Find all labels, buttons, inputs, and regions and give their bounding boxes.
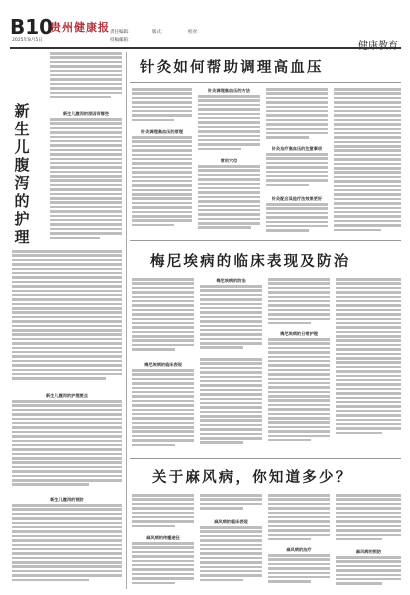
acupuncture-subhead-5: 针灸配合其他疗法效果更好 <box>271 196 323 201</box>
meniere-subhead-1: 梅尼埃病的临床表现 <box>144 362 182 367</box>
meniere-col2-body-b <box>200 358 262 454</box>
meniere-col2-body-a <box>200 285 262 355</box>
newborn-body-4 <box>12 504 122 589</box>
header-rule <box>10 47 401 49</box>
proofreader-label: 校对： <box>188 30 202 35</box>
acupuncture-col1-body <box>132 136 192 236</box>
section-rule-2 <box>130 458 401 459</box>
issue-date: 2025年8月5日 <box>12 38 43 43</box>
leprosy-col3-body-b <box>268 554 330 589</box>
meniere-col3-body-a <box>268 278 330 328</box>
newborn-body-3 <box>12 400 122 495</box>
newborn-body-2 <box>12 250 122 390</box>
acupuncture-subhead-1: 针灸调理高血压的原理 <box>141 129 183 134</box>
acupuncture-col3-body-c <box>266 203 328 235</box>
acupuncture-subhead-4: 针灸治疗高血压的注意事项 <box>271 146 323 151</box>
leprosy-col1-body-b <box>132 542 194 589</box>
acupuncture-subhead-2: 针灸调理高血压的方法 <box>208 88 250 93</box>
acupuncture-intro <box>132 88 192 126</box>
section-rule-1 <box>130 240 401 241</box>
meniere-subhead-2: 梅尼埃病的防治 <box>216 278 246 283</box>
leprosy-col4-body-b <box>336 556 401 589</box>
acupuncture-col3-body-a <box>266 88 328 143</box>
newborn-article-title: 新生儿腹泻的护理 <box>14 102 30 246</box>
leprosy-subhead-3: 麻风病的治疗 <box>286 547 312 552</box>
newborn-body-1 <box>50 118 122 248</box>
editor-label: 责任编辑： <box>110 30 133 35</box>
acupuncture-title-rule <box>130 82 401 83</box>
page-number: B10 <box>10 15 54 39</box>
leprosy-col4-body-a <box>336 494 401 546</box>
leprosy-article-title: 关于麻风病，你知道多少？ <box>152 469 353 486</box>
section-name <box>358 37 398 52</box>
newborn-intro-text <box>50 52 122 107</box>
meniere-col1-body-a <box>132 278 194 358</box>
acupuncture-col2-body-b <box>198 165 260 235</box>
column-divider <box>126 52 127 589</box>
designer-label: 版式： <box>152 30 166 35</box>
meniere-subhead-3: 梅尼埃病的日常护理 <box>280 331 318 336</box>
meniere-col3-body-b <box>268 338 330 454</box>
acupuncture-article-title: 针灸如何帮助调理高血压 <box>140 59 324 76</box>
leprosy-col2-body-b <box>200 526 262 589</box>
meniere-article-title: 梅尼埃病的临床表现及防治 <box>150 253 351 270</box>
meniere-col1-body-b <box>132 369 194 454</box>
acupuncture-col2-body-a <box>198 95 260 155</box>
leprosy-col3-body-a <box>268 494 330 544</box>
acupuncture-col3-body-b <box>266 153 328 193</box>
leprosy-col1-body-a <box>132 494 194 532</box>
email-label: 投稿邮箱： <box>110 38 133 43</box>
leprosy-subhead-2: 麻风病的临床表现 <box>214 519 248 524</box>
meniere-col4-body <box>336 278 401 454</box>
newborn-subhead-2: 新生儿腹泻的护理要点 <box>46 393 88 398</box>
leprosy-subhead-1: 麻风病的传播途径 <box>146 535 180 540</box>
acupuncture-subhead-3: 常用穴位 <box>220 158 238 163</box>
newborn-subhead-1: 新生儿腹泻的原因有哪些 <box>62 111 110 116</box>
newborn-subhead-3: 新生儿腹泻的预防 <box>50 497 84 502</box>
masthead-logo: 贵州健康报 <box>50 21 110 34</box>
leprosy-col2-body-a <box>200 494 262 516</box>
acupuncture-col4-body <box>334 88 401 235</box>
leprosy-subhead-4: 麻风病的预防 <box>355 549 382 554</box>
